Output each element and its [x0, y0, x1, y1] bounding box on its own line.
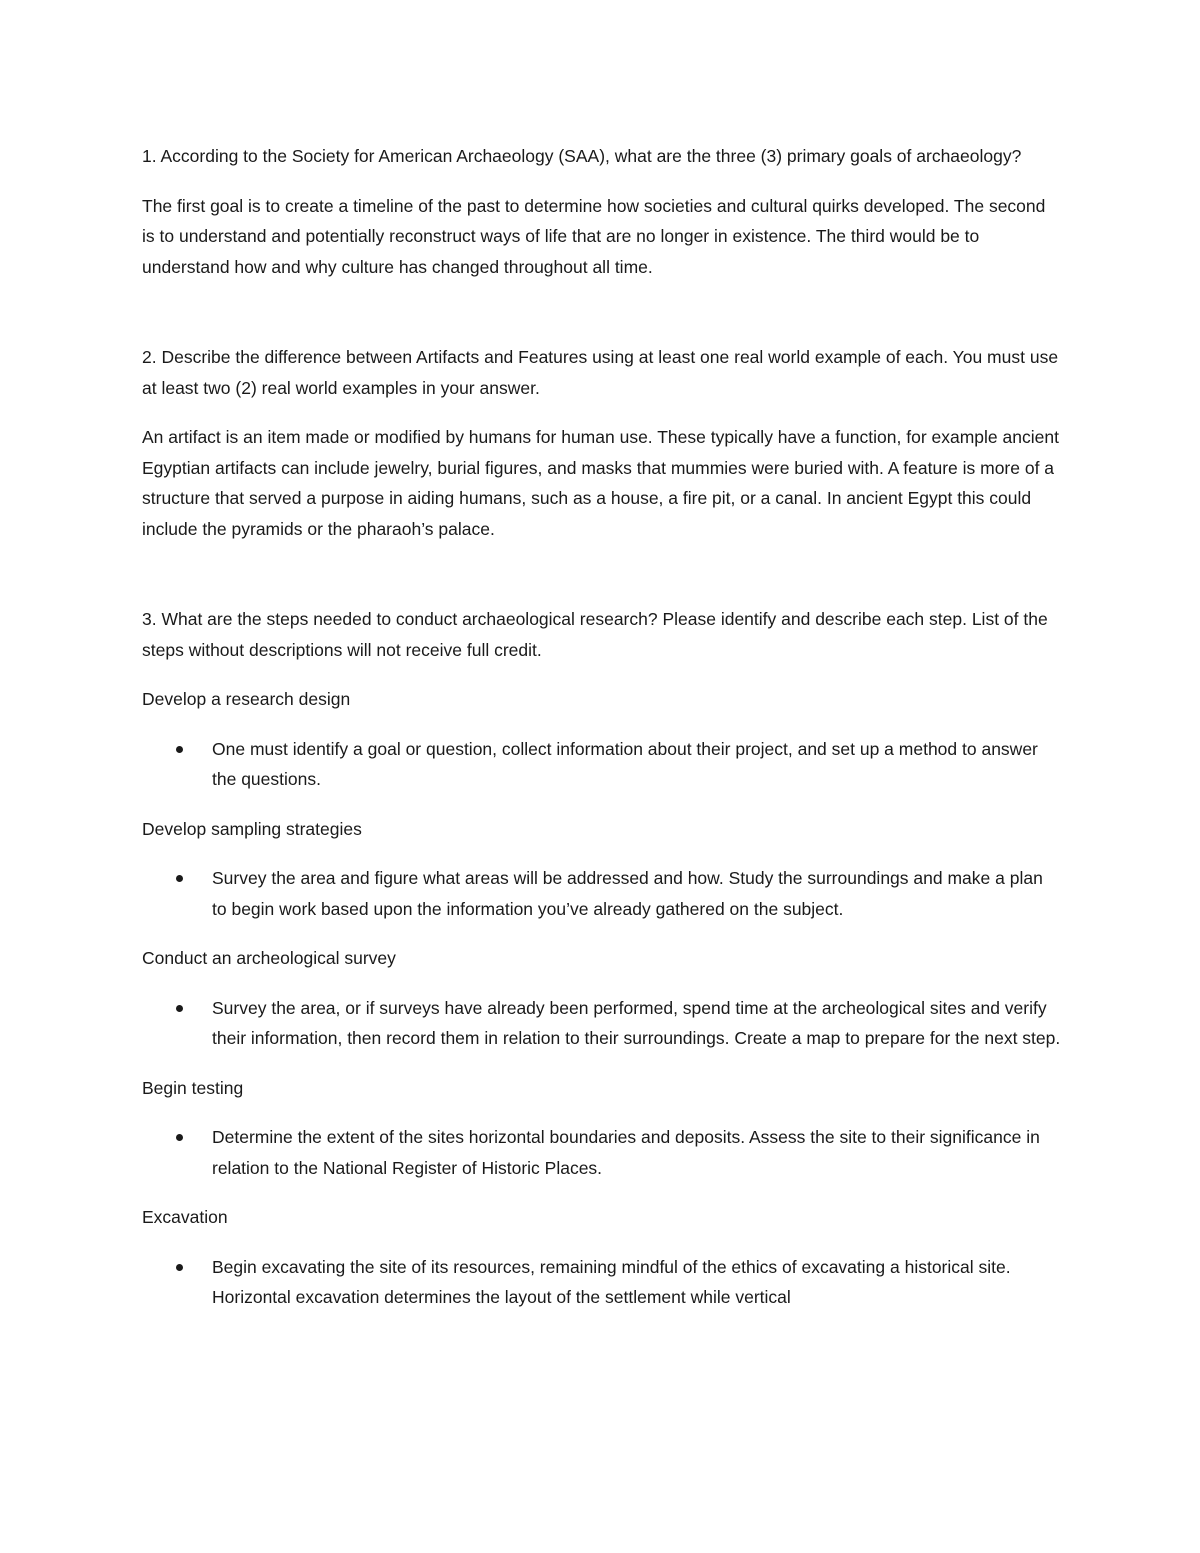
step-description-research-design [142, 734, 1062, 795]
bullet-text: One must identify a goal or question, collect information about their project, and set up a method to answer the questions. [212, 738, 1038, 789]
answer-1: The first goal is to create a timeline of the past to determine how societies and cultural quirks developed. The second is to understand and potentially reconstruct ways of life that are no longer in existence. The third would be to understand how and why culture has changed throughout all time. [142, 195, 1046, 277]
bullet-icon [176, 746, 183, 753]
question-1: 1. According to the Society for American Archaeology (SAA), what are the three (3) primary goals of archaeology? [142, 146, 1022, 166]
step-title-sampling-strategies: Develop sampling strategies [142, 818, 362, 839]
bullet-icon [176, 875, 183, 882]
step-description-excavation [142, 1252, 1062, 1313]
step-title-excavation: Excavation [142, 1207, 228, 1227]
bullet-icon [176, 1264, 183, 1271]
bullet-text: Begin excavating the site of its resources, remaining mindful of the ethics of excavating a historical site. Horizontal excavation determines the layout of the settlement while vertical [212, 1256, 1011, 1307]
step-description-sampling-strategies [142, 863, 1062, 924]
bullet-icon [176, 1134, 183, 1141]
question-2: 2. Describe the difference between Artifacts and Features using at least one real world example of each. You must use at least two (2) real world examples in your answer. [142, 347, 1059, 398]
section-spacer [142, 563, 1062, 604]
bullet-text: Survey the area, or if surveys have already been performed, spend time at the archeological sites and verify their information, then record them in relation to their surroundings. Create a map to prepare for the next step. [212, 997, 1061, 1048]
question-3: 3. What are the steps needed to conduct archaeological research? Please identify and describe each step. List of the steps without descriptions will not receive full credit. [142, 609, 1048, 660]
bullet-text: Survey the area and figure what areas will be addressed and how. Study the surroundings and make a plan to begin work based upon the information you’ve already gathered on the subject. [212, 868, 1043, 919]
document-body [142, 141, 1062, 1332]
step-title-research-design: Develop a research design [142, 689, 351, 709]
step-title-begin-testing: Begin testing [142, 1077, 244, 1098]
answer-2: An artifact is an item made or modified by humans for human use. These typically have a function, for example ancient Egyptian artifacts can include jewelry, burial figures, and masks that mummies were buried with. A feature is more of a structure that served a purpose in aiding humans, such as a house, a fire pit, or a canal. In ancient Egypt this could include the pyramids or the pharaoh’s palace. [142, 427, 1059, 539]
step-title-archeological-survey: Conduct an archeological survey [142, 948, 396, 968]
section-spacer [142, 301, 1062, 342]
step-description-begin-testing [142, 1122, 1062, 1183]
step-description-archeological-survey [142, 993, 1062, 1054]
bullet-text: Determine the extent of the sites horizontal boundaries and deposits. Assess the site to their significance in relation to the National Register of Historic Places. [212, 1127, 1040, 1178]
bullet-icon [176, 1005, 183, 1012]
